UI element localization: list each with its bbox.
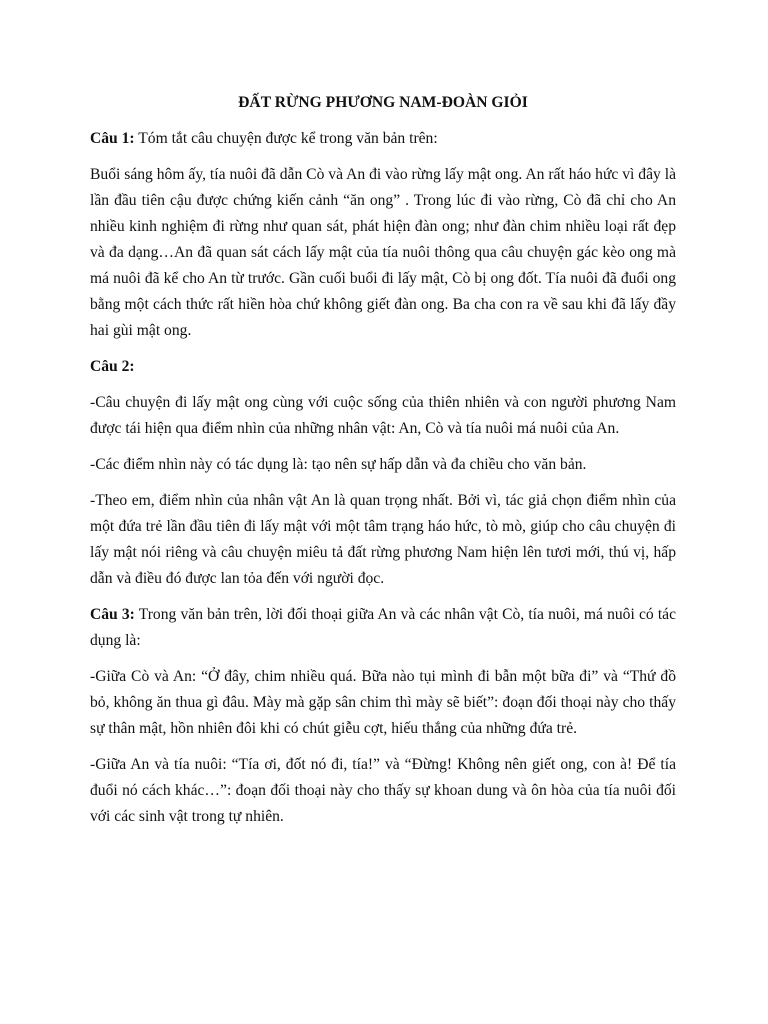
q3-point-1: -Giữa Cò và An: “Ở đây, chim nhiều quá. Bữa nào tụi mình đi bẫn một bữa đi” và “Thứ đồ bỏ, không ăn thua gì đâu. Mày mà gặp sân chim thì mày sẽ biết”: đoạn đối thoại này cho thấy sự thân mật, hồn nhiên đôi khi có chút giễu cợt, hiếu thắng của những đứa trẻ. — [90, 668, 676, 737]
q1-label: Câu 1: — [90, 130, 135, 147]
q2-point-2: -Các điểm nhìn này có tác dụng là: tạo nên sự hấp dẫn và đa chiều cho văn bản. — [90, 456, 587, 473]
q2-label: Câu 2: — [90, 358, 135, 375]
q3-label: Câu 3: — [90, 606, 135, 623]
q1-question — [90, 126, 676, 152]
document-page — [90, 90, 676, 840]
q3-question — [90, 602, 676, 654]
q3-point-2: -Giữa An và tía nuôi: “Tía ơi, đốt nó đi, tía!” và “Đừng! Không nên giết ong, con à! Để tía đuổi nó cách khác…”: đoạn đối thoại này cho thấy sự khoan dung và ôn hòa của tía nuôi đối với các sinh vật trong tự nhiên. — [90, 756, 676, 825]
q2-point-3: -Theo em, điểm nhìn của nhân vật An là quan trọng nhất. Bởi vì, tác giả chọn điểm nhìn của một đứa trẻ lần đầu tiên đi lấy mật với một tâm trạng háo hức, tò mò, giúp cho câu chuyện đi lấy mật nói riêng và câu chuyện miêu tả đất rừng phương Nam hiện lên tươi mới, thú vị, hấp dẫn và điều đó được lan tỏa đến với người đọc. — [90, 492, 676, 587]
q1-prompt: Tóm tắt câu chuyện được kể trong văn bản trên: — [134, 130, 438, 147]
q2-point-1: -Câu chuyện đi lấy mật ong cùng với cuộc sống của thiên nhiên và con người phương Nam được tái hiện qua điểm nhìn của những nhân vật: An, Cò và tía nuôi má nuôi của An. — [90, 394, 676, 437]
q1-answer: Buổi sáng hôm ấy, tía nuôi đã dẫn Cò và An đi vào rừng lấy mật ong. An rất háo hức vì đây là lần đầu tiên cậu được chứng kiến cảnh “ăn ong” . Trong lúc đi vào rừng, Cò đã chỉ cho An nhiều kinh nghiệm đi rừng như quan sát, phát hiện đàn ong; như đàn chim nhiều loại rất đẹp và đa dạng…An đã quan sát cách lấy mật của tía nuôi thông qua câu chuyện gác kèo ong mà má nuôi đã kể cho An từ trước. Gần cuối buổi đi lấy mật, Cò bị ong đốt. Tía nuôi đã đuổi ong bằng một cách thức rất hiền hòa chứ không giết đàn ong. Ba cha con ra về sau khi đã lấy đầy hai gùi mật ong. — [90, 166, 676, 339]
q3-prompt: Trong văn bản trên, lời đối thoại giữa An và các nhân vật Cò, tía nuôi, má nuôi có tác dụng là: — [90, 606, 677, 649]
document-title: ĐẤT RỪNG PHƯƠNG NAM-ĐOÀN GIỎI — [238, 94, 528, 111]
